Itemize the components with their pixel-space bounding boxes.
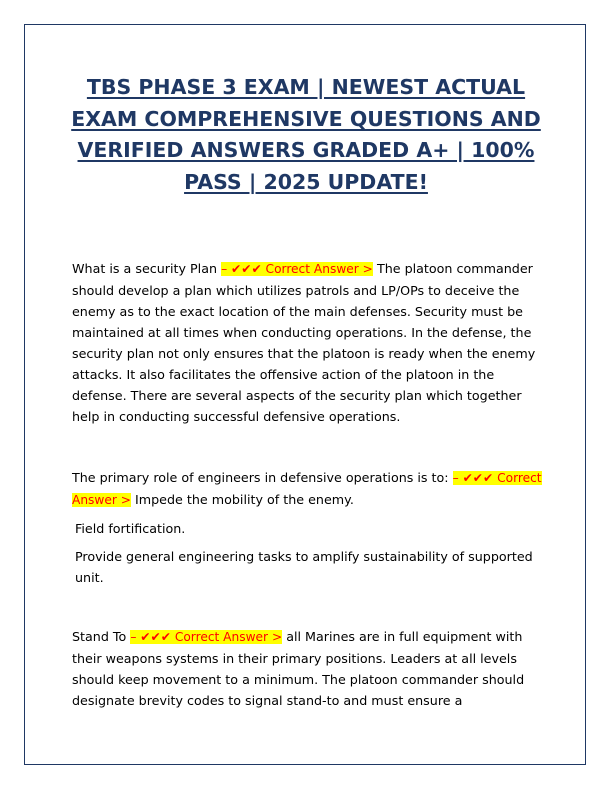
answer-text: Impede the mobility of the enemy. [135, 492, 354, 507]
question-text: Stand To [72, 629, 127, 644]
answer-extra-line: Field fortification. [75, 521, 186, 536]
correct-answer-marker: – ✔✔✔ Correct Answer > [221, 262, 373, 276]
answer-text: all Marines are in full equipment with their weapons systems in their primary positions. Leaders at all levels should keep movement to a minimum. The platoon commander should designate brevity codes to signal stand-to and must ensure a [72, 629, 525, 708]
qa-item-engineers-role [72, 467, 542, 588]
qa-paragraph [72, 467, 542, 511]
question-text: What is a security Plan [72, 261, 218, 276]
answer-text: The platoon commander should develop a plan which utilizes patrols and LP/OPs to deceive the enemy as to the exact location of the main defenses. Security must be maintained at all times when conducting operations. In the defense, the security plan not only ensures that the platoon is ready when the enemy attacks. It also facilitates the offensive action of the platoon in the defense. There are several aspects of the security plan which together help in conducting successful defensive operations. [72, 261, 536, 424]
qa-item-stand-to [72, 626, 542, 711]
correct-answer-marker: – ✔✔✔ Correct Answer > [130, 630, 283, 644]
correct-answer-marker: – ✔✔✔ Correct Answer > [72, 471, 542, 507]
qa-item-security-plan [72, 258, 542, 427]
qa-paragraph [72, 258, 542, 427]
document-title: TBS PHASE 3 EXAM | NEWEST ACTUAL EXAM COMPREHENSIVE QUESTIONS AND VERIFIED ANSWERS GRADED A+ | 100% PASS | 2025 UPDATE! [71, 75, 541, 194]
answer-extra-line: Provide general engineering tasks to amplify sustainability of supported unit. [75, 549, 533, 585]
question-text: The primary role of engineers in defensive operations is to: [72, 470, 449, 485]
qa-paragraph [72, 626, 542, 711]
